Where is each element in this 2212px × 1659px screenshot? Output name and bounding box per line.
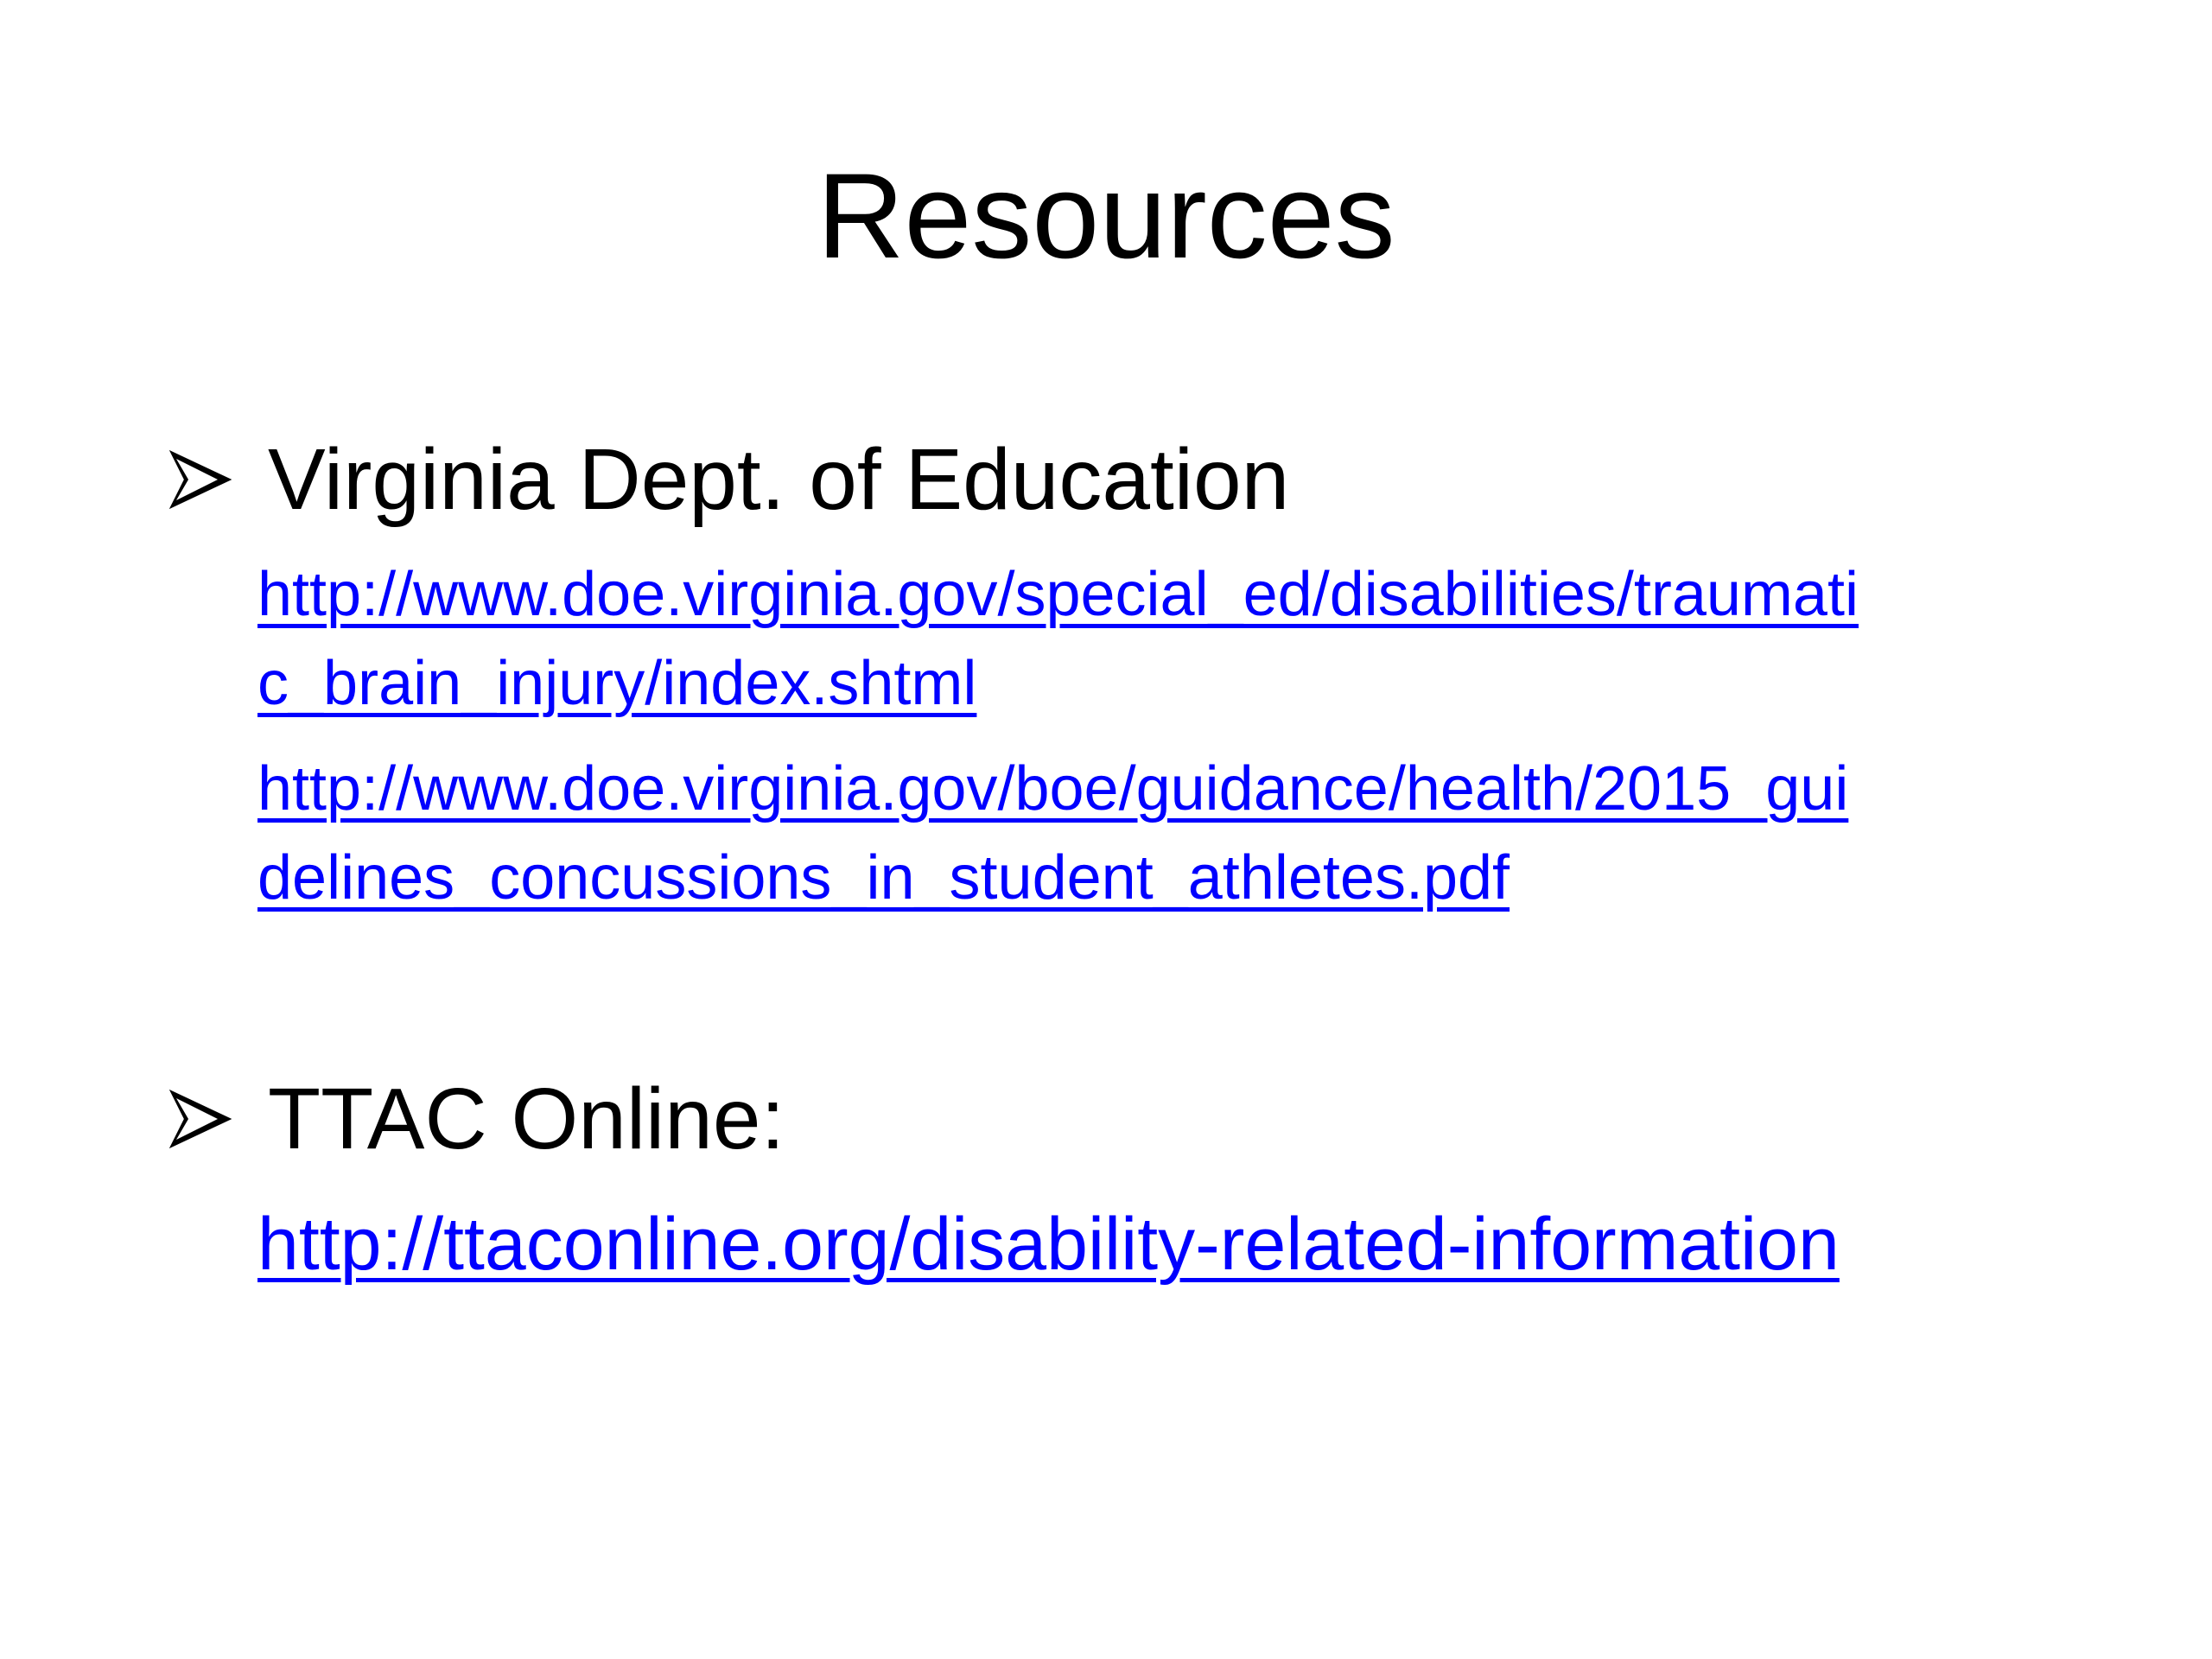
bullet-virginia-doe (164, 428, 1289, 531)
bullet-ttac-online (164, 1067, 785, 1171)
bullet-text: Virginia Dept. of Education (268, 431, 1290, 528)
arrowhead-bullet-icon (164, 445, 233, 514)
link-ttac-online[interactable]: http://ttaconline.org/disability-related-information (257, 1203, 1840, 1286)
link-tbi-line-1[interactable]: http://www.doe.virginia.gov/special_ed/disabilities/traumati (257, 560, 1859, 629)
bullet-text: TTAC Online: (268, 1071, 785, 1167)
arrowhead-bullet-icon (164, 1084, 233, 1154)
link-tbi-line-2[interactable]: c_brain_injury/index.shtml (257, 649, 977, 718)
link-concussion-guidelines-line-1[interactable]: http://www.doe.virginia.gov/boe/guidance/health/2015_gui (257, 754, 1849, 823)
link-concussion-guidelines-line-2[interactable]: delines_concussions_in_student_athletes.pdf (257, 843, 1510, 912)
slide-title: Resources (817, 148, 1395, 283)
